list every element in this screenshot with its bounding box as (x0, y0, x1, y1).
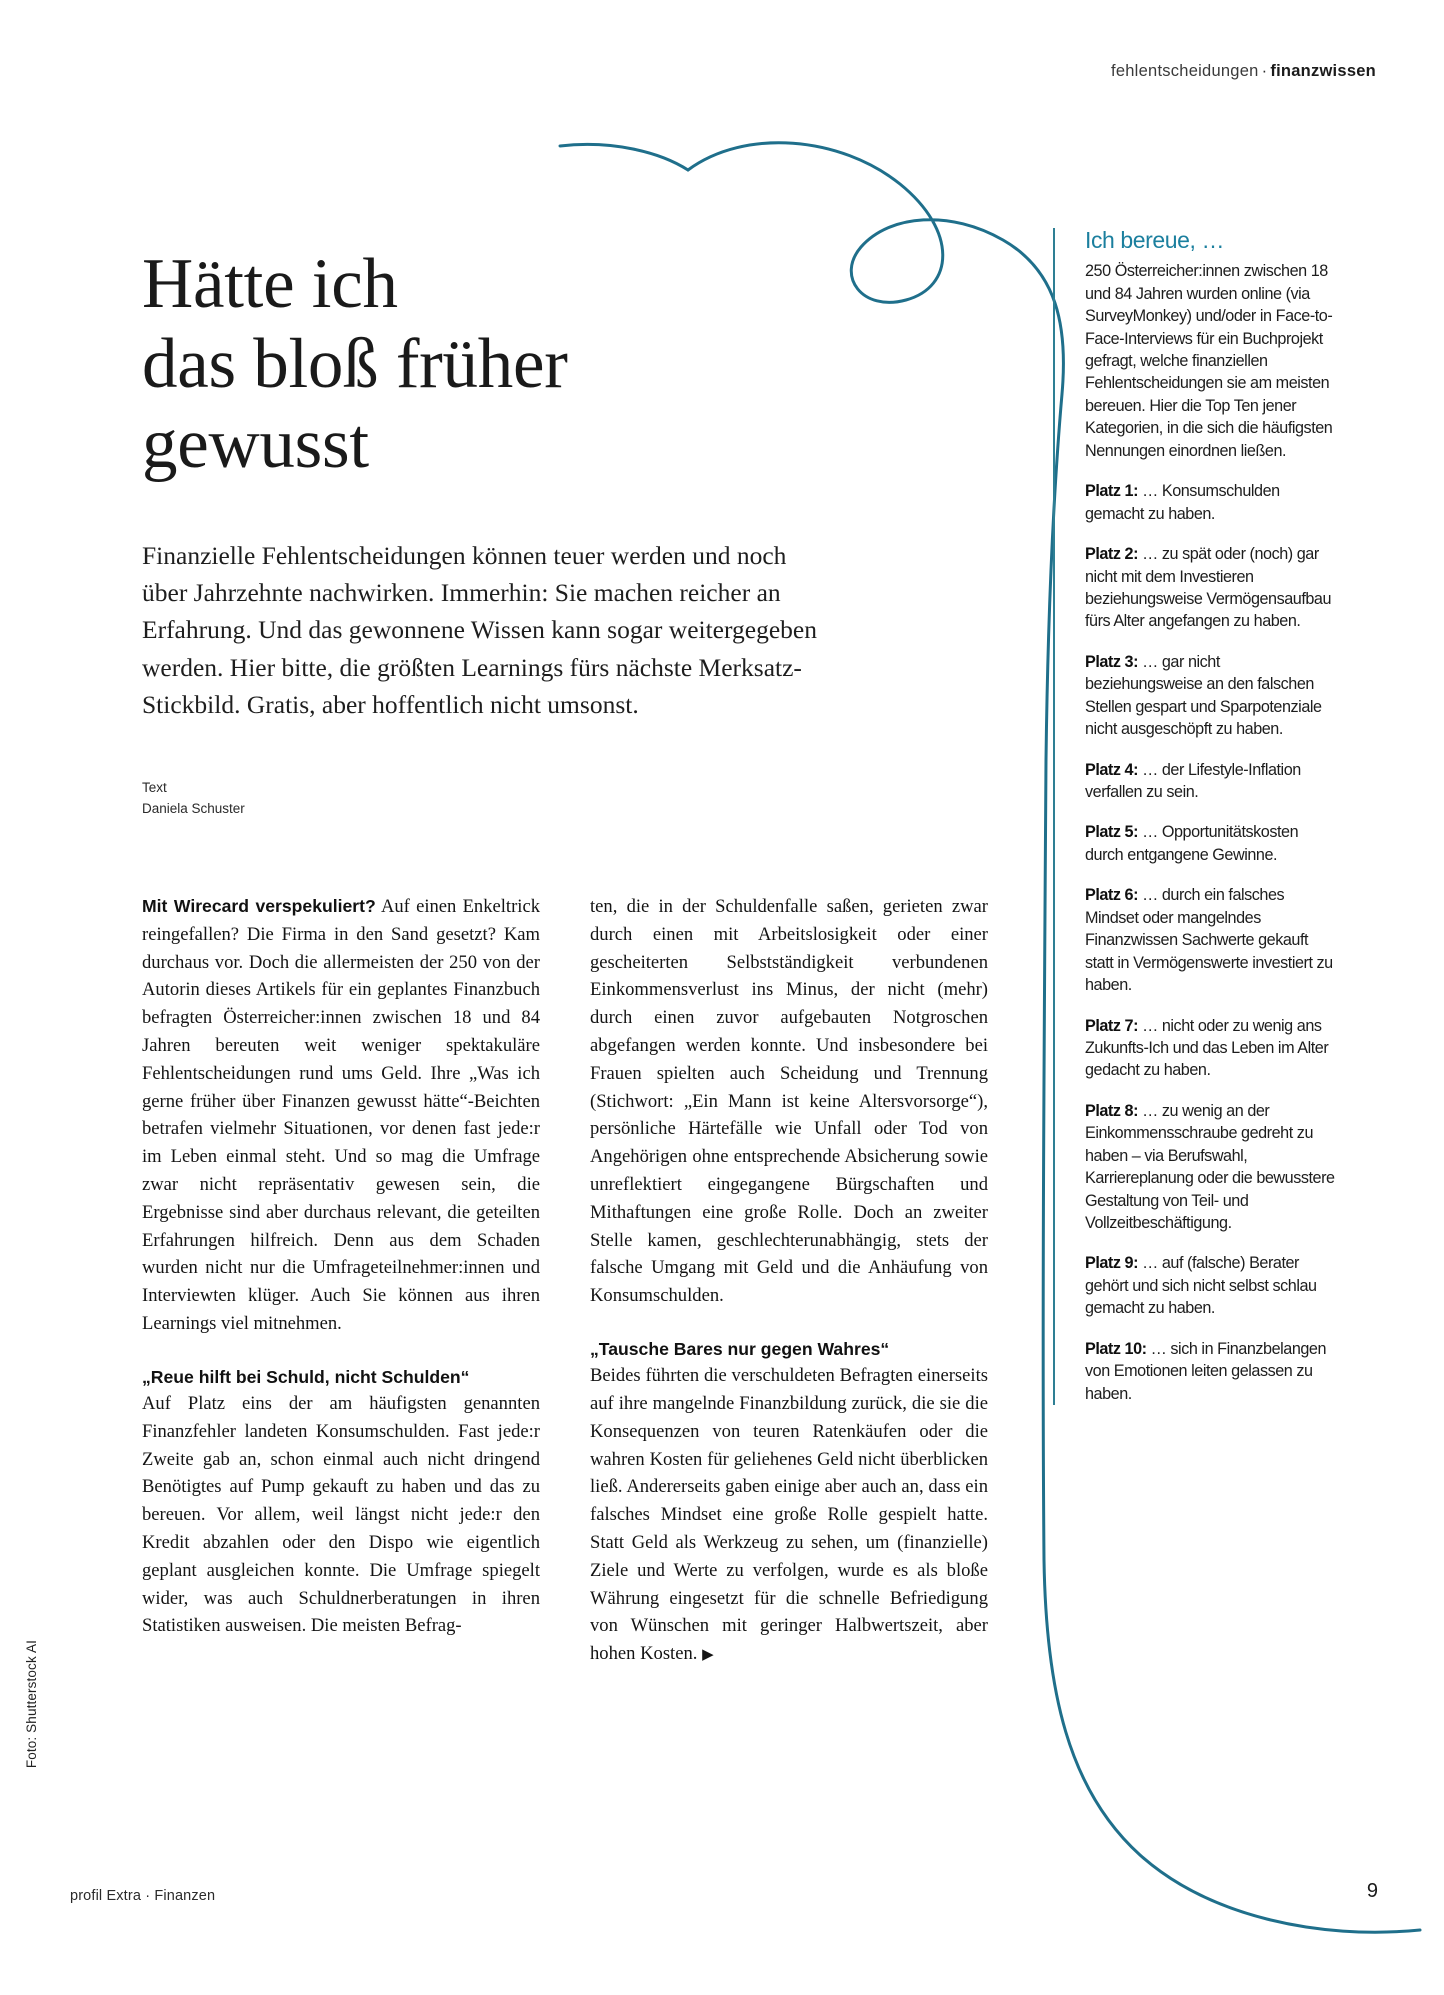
list-item (1085, 1100, 1338, 1235)
section-subhead: „Reue hilft bei Schuld, nicht Schulden“ (142, 1366, 470, 1387)
list-item (1085, 884, 1338, 996)
footer-publication: profil Extra · Finanzen (70, 1888, 216, 1904)
rank-label: Platz 10: (1085, 1339, 1147, 1358)
continue-arrow-icon: ▶ (702, 1646, 714, 1664)
running-head-left: fehlentscheidungen (1111, 62, 1259, 80)
rank-text: … gar nicht beziehungsweise an den falschen Stellen gespart und Sparpotenziale nicht ausgeschöpft zu haben. (1085, 652, 1322, 739)
body-paragraph: Auf Platz eins der am häufigsten genannten Finanzfehler landeten Konsumschulden. Fast jede:r Zweite gab an, schon einmal auch nicht dringend Benötigtes auf Pump gekauft zu haben und das zu bereuen. Vor allem, weil längst nicht jede:r den Kredit abzahlen oder den Dispo wie eigentlich geplant ausgleichen konnte. Die Umfrage spiegelt wider, was auch Schuldnerberatungen in ihren Statistiken ausweisen. Die meisten Befrag- (142, 1393, 540, 1637)
section-subhead: „Tausche Bares nur gegen Wahres“ (590, 1338, 890, 1359)
photo-credit: Foto: Shutterstock AI (24, 1640, 39, 1769)
sidebar-intro: 250 Österreicher:innen zwischen 18 und 84 Jahren wurden online (via SurveyMonkey) und/oder in Face-to-Face-Interviews für ein Buchprojekt gefragt, welche finanziellen Fehlentscheidungen sie am meisten bereuen. Hier die Top Ten jener Kategorien, in die sich die häufigsten Nennungen einordnen ließen. (1085, 262, 1333, 460)
swoosh-left-hook (560, 144, 688, 170)
body-paragraph: ten, die in der Schuldenfalle saßen, gerieten zwar durch einen mit Arbeitslosigkeit oder einer gescheiterten Selbstständigkeit verbundenen Einkommensverlust ins Minus, der nicht (mehr) durch einen zuvor aufgebauten Notgroschen abgefangen werden konnte. Und insbesondere bei Frauen spielten auch Scheidung und Trennung (Stichwort: „Ein Mann ist keine Altersvorsorge“), persönliche Härtefälle wie Unfall oder Tod von Angehörigen ohne entsprechende Absicherung sowie unreflektiert eingegangene Bürgschaften und Mithaftungen eine große Rolle. Doch an zweiter Stelle kamen, geschlechterunabhängig, stets der falsche Umgang mit Geld und die Anhäufung von Konsumschulden. (590, 896, 988, 1307)
rank-label: Platz 6: (1085, 886, 1139, 905)
sidebar-top-ten (1053, 228, 1338, 1405)
page-number: 9 (1366, 1880, 1378, 1902)
body-column-left (142, 893, 540, 1640)
byline (142, 778, 245, 820)
list-item (1085, 543, 1338, 633)
headline-line-2: das bloß früher (142, 324, 568, 403)
rank-label: Platz 4: (1085, 760, 1139, 779)
rank-label: Platz 1: (1085, 482, 1139, 501)
rank-text: … auf (falsche) Berater gehört und sich nicht selbst schlau gemacht zu haben. (1085, 1254, 1317, 1318)
rank-text: … durch ein falsches Mindset oder mangelndes Finanzwissen Sachwerte gekauft statt in Vermögenswerte investiert zu haben. (1085, 886, 1333, 995)
rank-text: … Opportunitätskosten durch entgangene Gewinne. (1085, 823, 1299, 864)
running-head-separator: · (1261, 62, 1268, 80)
paragraph-lead-in: Mit Wirecard verspekuliert? (142, 896, 376, 916)
list-item (1085, 651, 1338, 741)
list-item (1085, 759, 1338, 804)
paragraph-text: Auf einen Enkeltrick reingefallen? Die Firma in den Sand gesetzt? Kam durchaus vor. Doch die allermeisten der 250 von der Autorin dieses Artikels für ein geplantes Finanzbuch befragten Österreicher:innen zwischen 18 und 84 Jahren bereuten weit weniger spektakuläre Fehlentscheidungen rund ums Geld. Ihre „Was ich gerne früher über Finanzen gewusst hätte“-Beichten betrafen vielmehr Situationen, vor denen fast jede:r im Leben einmal steht. Und so mag die Umfrage zwar nicht repräsentativ gewesen sein, die Ergebnisse sind aber durchaus relevant, die geteilten Erfahrungen hilfreich. Denn aus dem Schaden wurden nicht nur die Umfrageteilnehmer:innen und Interviewten klüger. Auch Sie können aus ihren Learnings viel mitnehmen. (142, 896, 541, 1334)
rank-text: … der Lifestyle-Inflation verfallen zu sein. (1085, 760, 1301, 802)
headline-line-1: Hätte ich (142, 244, 398, 323)
list-item (1085, 821, 1338, 866)
rank-text: … nicht oder zu wenig ans Zukunfts-Ich und das Leben im Alter gedacht zu haben. (1085, 1016, 1329, 1080)
page-title (142, 244, 782, 485)
list-item (1085, 1338, 1338, 1405)
body-paragraph (590, 1362, 988, 1668)
paragraph-text: Beides führten die verschuldeten Befragten einerseits auf ihre mangelnde Finanzbildung zurück, die sie die Konsequenzen von teuren Ratenkäufen oder die wahren Kosten für geliehenes Geld nicht überblicken ließ. Andererseits gaben einige aber auch an, dass ein falsches Mindset eine große Rolle gespielt hatte. Statt Geld als Werkzeug zu sehen, um (finanzielle) Ziele und Werte zu verfolgen, wurde es als bloße Währung eingesetzt für die schnelle Befriedigung von Wünschen mit geringer Halbwertszeit, aber hohen Kosten. (590, 1365, 988, 1665)
article-deck: Finanzielle Fehlentscheidungen können teuer werden und noch über Jahrzehnte nachwirken. Immerhin: Sie machen reicher an Erfahrung. Und das gewonnene Wissen kann sogar weitergegeben werden. Hier bitte, die größten Learnings fürs nächste Merksatz-Stickbild. Gratis, aber hoffentlich nicht umsonst. (142, 541, 817, 719)
rank-label: Platz 9: (1085, 1254, 1139, 1273)
body-column-right (590, 893, 988, 1668)
sidebar-title: Ich bereue, … (1085, 227, 1225, 253)
rank-text: … zu wenig an der Einkommensschraube gedreht zu haben – via Berufswahl, Karriereplanung oder die bewusstere Gestaltung von Teil- und Vollzeitbeschäftigung. (1085, 1101, 1335, 1233)
rank-label: Platz 3: (1085, 652, 1139, 671)
byline-label: Text (142, 780, 167, 795)
rank-label: Platz 8: (1085, 1101, 1139, 1120)
rank-text: … sich in Finanzbelangen von Emotionen leiten gelassen zu haben. (1085, 1339, 1327, 1403)
rank-label: Platz 5: (1085, 823, 1139, 842)
list-item (1085, 1252, 1338, 1319)
running-head (1111, 62, 1376, 81)
rank-text: … Konsumschulden gemacht zu haben. (1085, 482, 1280, 523)
body-paragraph (142, 893, 540, 1338)
rank-text: … zu spät oder (noch) gar nicht mit dem Investieren beziehungsweise Vermögensaufbau fürs Alter angefangen zu haben. (1085, 545, 1332, 631)
list-item (1085, 480, 1338, 525)
running-head-right: finanzwissen (1270, 62, 1376, 80)
rank-label: Platz 2: (1085, 545, 1139, 564)
headline-line-3: gewusst (142, 405, 369, 483)
rank-label: Platz 7: (1085, 1016, 1139, 1035)
list-item (1085, 1015, 1338, 1082)
byline-author: Daniela Schuster (142, 800, 245, 816)
